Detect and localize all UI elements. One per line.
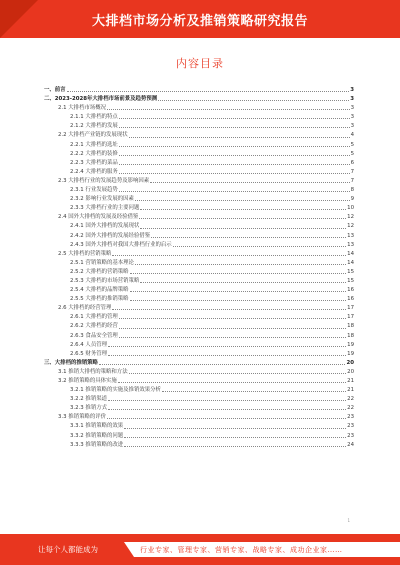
toc-leader-dots <box>130 295 347 301</box>
toc-leader-dots <box>107 413 346 419</box>
toc-leader-dots <box>119 313 346 319</box>
report-title: 大排档市场分析及推销策略研究报告 <box>91 14 308 29</box>
toc-entry[interactable] <box>44 222 354 231</box>
toc-entry[interactable] <box>44 386 354 395</box>
toc-entry-label: 2.3.2 影响行业发展的因素 <box>70 196 134 203</box>
toc-entry-page: 13 <box>347 241 354 248</box>
toc-entry-label: 2.5.2 大排档的营销策略 <box>70 268 129 275</box>
toc-entry-label: 2.6.4 人员管理 <box>70 341 107 348</box>
toc-entry-label: 3.3 推销策略的评价 <box>58 414 107 421</box>
toc-entry-page: 8 <box>350 187 354 194</box>
toc-leader-dots <box>135 259 346 265</box>
toc-entry-label: 2.3.3 大排档行业的主要问题 <box>70 205 140 212</box>
toc-entry[interactable] <box>44 186 354 195</box>
toc-entry-label: 2.5.4 大排档的品牌策略 <box>70 287 129 294</box>
toc-entry-label: 三、大排档的推销策略 <box>44 359 98 366</box>
toc-leader-dots <box>112 250 346 256</box>
toc-leader-dots <box>135 195 350 201</box>
toc-leader-dots <box>151 232 346 238</box>
toc-entry-page: 15 <box>347 268 354 275</box>
toc-entry-page: 20 <box>347 368 354 375</box>
toc-entry-label: 2.2.3 大排档的菜品 <box>70 159 118 166</box>
toc-entry-label: 2.2.4 大排档的服务 <box>70 168 118 175</box>
toc-entry-label: 2.6.3 食品安全管理 <box>70 332 118 339</box>
toc-entry-label: 3.3.1 推销策略的效果 <box>70 423 124 430</box>
toc-entry[interactable] <box>44 304 354 313</box>
toc-entry-page: 9 <box>350 196 354 203</box>
toc-entry[interactable] <box>44 104 354 113</box>
page-number: 1 <box>347 518 350 523</box>
toc-leader-dots <box>129 368 347 374</box>
toc-entry[interactable] <box>44 122 354 131</box>
toc-heading: 内容目录 <box>176 57 224 70</box>
toc-entry[interactable] <box>44 113 354 122</box>
toc-entry-page: 19 <box>347 341 354 348</box>
toc-entry-label: 3.3.2 推销策略的问题 <box>70 432 124 439</box>
toc-entry[interactable] <box>44 141 354 150</box>
toc-entry-label: 2.6.1 大排档的管理 <box>70 314 118 321</box>
toc-entry-label: 2.5 大排档的营销策略 <box>58 250 112 257</box>
toc-entry-label: 二、2023-2028年大排档市场前景及趋势预测 <box>44 96 158 103</box>
toc-entry-page: 10 <box>347 205 354 212</box>
toc-entry-label: 一、前言 <box>44 87 66 93</box>
toc-entry[interactable] <box>44 268 354 277</box>
toc-entry-label: 3.3.3 推销策略的改进 <box>70 441 124 448</box>
toc-leader-dots <box>130 268 347 274</box>
report-header <box>0 0 400 38</box>
toc-entry[interactable] <box>44 404 354 413</box>
footer-divider-shape <box>124 542 134 557</box>
toc-leader-dots <box>139 213 346 219</box>
toc-leader-dots <box>119 159 350 165</box>
toc-leader-dots <box>140 204 346 210</box>
toc-leader-dots <box>173 241 346 247</box>
toc-leader-dots <box>119 122 350 128</box>
toc-entry-page: 12 <box>347 223 354 230</box>
toc-entry[interactable] <box>44 441 354 450</box>
toc-entry[interactable] <box>44 213 354 222</box>
toc-leader-dots <box>124 441 346 447</box>
toc-leader-dots <box>67 86 350 92</box>
toc-entry[interactable] <box>44 177 354 186</box>
toc-leader-dots <box>119 113 350 119</box>
toc-leader-dots <box>162 386 346 392</box>
toc-leader-dots <box>124 432 346 438</box>
toc-entry-page: 24 <box>347 441 354 448</box>
toc-entry-page: 4 <box>350 132 354 139</box>
footer-roles: 行业专家、管理专家、营销专家、战略专家、成功企业家…… <box>140 546 343 554</box>
toc-entry-page: 16 <box>347 287 354 294</box>
toc-entry-label: 3.2.3 推销方式 <box>70 405 107 412</box>
toc-entry-label: 2.4.2 国外大排档的发展经验借鉴 <box>70 232 151 239</box>
toc-entry[interactable] <box>44 241 354 250</box>
toc-entry[interactable] <box>44 332 354 341</box>
toc-entry[interactable] <box>44 395 354 404</box>
toc-leader-dots <box>124 422 346 428</box>
toc-entry-page: 16 <box>347 296 354 303</box>
toc-leader-dots <box>112 304 346 310</box>
toc-entry-page: 23 <box>347 423 354 430</box>
toc-leader-dots <box>129 131 350 137</box>
toc-entry[interactable] <box>44 131 354 140</box>
toc-entry[interactable] <box>44 350 354 359</box>
toc-entry[interactable] <box>44 204 354 213</box>
toc-entry[interactable] <box>44 322 354 331</box>
toc-entry-page: 5 <box>350 141 354 148</box>
toc-entry-page: 22 <box>347 405 354 412</box>
toc-leader-dots <box>119 141 350 147</box>
toc-entry-label: 2.5.5 大排档的推销策略 <box>70 296 129 303</box>
toc-entry[interactable] <box>44 377 354 386</box>
toc-entry-label: 2.3 大排档行业的发展趋势及影响因素 <box>58 177 150 184</box>
toc-entry-page: 17 <box>347 305 354 312</box>
toc-entry[interactable] <box>44 232 354 241</box>
toc-leader-dots <box>140 222 346 228</box>
toc-entry-page: 13 <box>347 232 354 239</box>
toc-entry-page: 18 <box>347 323 354 330</box>
toc-entry[interactable] <box>44 432 354 441</box>
toc-entry-page: 3 <box>350 87 354 93</box>
toc-entry-page: 3 <box>350 96 354 103</box>
toc-entry[interactable] <box>44 159 354 168</box>
toc-leader-dots <box>119 322 346 328</box>
toc-entry[interactable] <box>44 168 354 177</box>
toc-entry[interactable] <box>44 422 354 431</box>
toc-entry[interactable] <box>44 195 354 204</box>
toc-leader-dots <box>119 168 350 174</box>
toc-entry-page: 21 <box>347 378 354 384</box>
toc-entry[interactable] <box>44 286 354 295</box>
toc-entry-page: 23 <box>347 432 354 439</box>
toc-entry-label: 2.4.3 国外大排档对我国大排档行业的启示 <box>70 241 172 248</box>
toc-entry-label: 2.2 大排档产业链的发展现状 <box>58 132 128 139</box>
toc-entry[interactable] <box>44 313 354 322</box>
toc-entry[interactable] <box>44 250 354 259</box>
toc-entry[interactable] <box>44 295 354 304</box>
toc-entry-label: 2.2.1 大排档的选址 <box>70 141 118 148</box>
toc-leader-dots <box>130 286 347 292</box>
toc-entry-page: 3 <box>350 123 354 130</box>
toc-leader-dots <box>140 277 346 283</box>
footer-banner <box>0 534 400 565</box>
toc-entry-page: 20 <box>346 359 354 366</box>
toc-entry-label: 2.2.2 大排档的装修 <box>70 150 118 157</box>
toc-leader-dots <box>108 395 346 401</box>
toc-entry[interactable] <box>44 359 354 368</box>
footer-slogan: 让每个人都能成为 <box>38 545 98 554</box>
toc-leader-dots <box>118 377 346 383</box>
toc-leader-dots <box>108 404 346 410</box>
toc-entry-label: 2.6.5 财务管理 <box>70 350 107 357</box>
toc-entry[interactable] <box>44 277 354 286</box>
toc-entry[interactable] <box>44 368 354 377</box>
toc-entry[interactable] <box>44 413 354 422</box>
toc-leader-dots <box>119 150 350 156</box>
toc-entry-label: 2.6.2 大排档的经营 <box>70 323 118 330</box>
toc-leader-dots <box>107 104 350 110</box>
toc-leader-dots <box>99 359 346 365</box>
toc-entry-page: 7 <box>350 168 354 175</box>
toc-leader-dots <box>150 177 349 183</box>
toc-entry-page: 5 <box>350 150 354 157</box>
toc-entry-page: 14 <box>347 250 354 257</box>
toc-entry[interactable] <box>44 259 354 268</box>
toc-entry-page: 7 <box>350 177 354 184</box>
toc-entry-page: 6 <box>350 159 354 166</box>
toc-entry-label: 2.4 国外大排档的发展及经验借鉴 <box>58 214 139 221</box>
toc-entry-label: 2.1 大排档市场概况 <box>58 105 107 112</box>
toc-entry-label: 2.5.3 大排档的市场营销策略 <box>70 277 140 284</box>
toc-entry-label: 2.1.1 大排档的特点 <box>70 114 118 121</box>
toc-leader-dots <box>119 332 346 338</box>
toc-entry-label: 3.2.2 推销渠道 <box>70 396 107 403</box>
toc-entry-label: 2.5.1 营销策略的基本理论 <box>70 259 134 266</box>
toc-entry-label: 3.2 推销策略的具体实施 <box>58 378 117 384</box>
toc-entry-page: 18 <box>347 332 354 339</box>
toc-entry-label: 2.6 大排档的经营管理 <box>58 305 112 312</box>
toc-entry[interactable] <box>44 150 354 159</box>
toc-entry-page: 3 <box>350 105 354 112</box>
toc-entry-page: 19 <box>347 350 354 357</box>
toc-leader-dots <box>158 95 349 101</box>
toc-leader-dots <box>119 186 350 192</box>
toc-entry-page: 23 <box>347 414 354 421</box>
toc-leader-dots <box>108 350 346 356</box>
toc-entry-page: 3 <box>350 114 354 121</box>
toc-entry-page: 15 <box>347 277 354 284</box>
toc-entry-label: 2.4.1 国外大排档的发展现状 <box>70 223 140 230</box>
toc-entry-page: 22 <box>347 396 354 403</box>
footer-roles-box <box>134 542 400 557</box>
table-of-contents <box>44 86 354 450</box>
toc-entry-label: 3.1 推销大排档的策略和方法 <box>58 368 128 375</box>
toc-entry[interactable] <box>44 86 354 95</box>
toc-entry-page: 17 <box>347 314 354 321</box>
toc-entry-page: 14 <box>347 259 354 266</box>
toc-entry[interactable] <box>44 95 354 104</box>
toc-entry-label: 3.2.1 推销策略的实施及推销效果分析 <box>70 387 161 394</box>
toc-entry-page: 21 <box>347 387 354 394</box>
toc-entry-page: 12 <box>347 214 354 221</box>
toc-leader-dots <box>108 341 346 347</box>
toc-entry-label: 2.1.2 大排档的发展 <box>70 123 118 130</box>
toc-entry[interactable] <box>44 341 354 350</box>
toc-entry-label: 2.3.1 行业发展趋势 <box>70 187 118 194</box>
